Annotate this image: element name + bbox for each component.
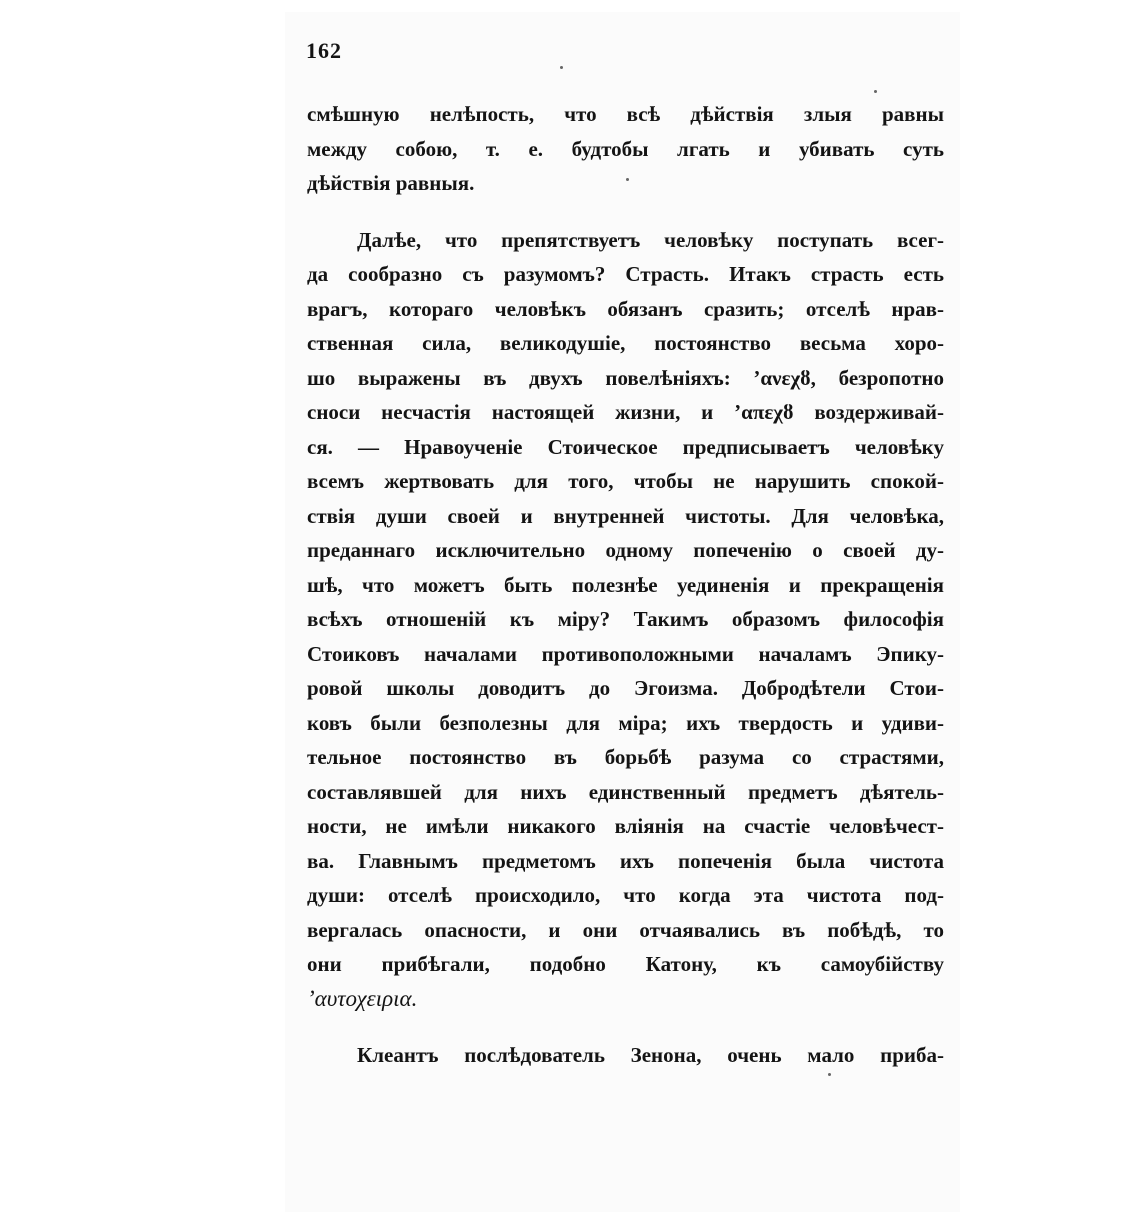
text-line: преданнаго исключительно одному попеченію о своей ду- — [307, 538, 944, 562]
text-line: они прибѣгали, подобно Катону, къ самоубійству — [307, 952, 944, 976]
text-line: ровой школы доводитъ до Эгоизма. Добродѣтели Стои- — [307, 676, 944, 700]
paragraph-1 — [307, 97, 944, 201]
scan-speck — [560, 66, 563, 69]
text-line: смѣшную нелѣпость, что всѣ дѣйствія злыя равны — [307, 102, 944, 126]
text-line: врагъ, котораго человѣкъ обязанъ сразить; отселѣ нрав- — [307, 296, 944, 321]
text-line: всемъ жертвовать для того, чтобы не нарушить спокой- — [307, 469, 944, 493]
text-line: Клеантъ послѣдователь Зенона, очень мало приба- — [357, 1043, 944, 1067]
greek-word-line: ’αυτοχειρια. — [307, 985, 418, 1011]
text-line: шѣ, что можетъ быть полезнѣе уединенія и прекращенія — [307, 572, 944, 597]
paragraph-2 — [307, 223, 944, 1017]
text-line: ствія души своей и внутренней чистоты. Для человѣка, — [307, 503, 944, 528]
paragraph-gap — [307, 201, 944, 223]
text-line: сноси несчастія настоящей жизни, и ’απεχȣ воздерживай- — [307, 400, 944, 424]
text-line: составлявшей для нихъ единственный предметъ дѣятель- — [307, 779, 944, 804]
text-line: ва. Главнымъ предметомъ ихъ попеченія была чистота — [307, 848, 944, 873]
text-line: ственная сила, великодушіе, постоянство весьма хоро- — [307, 331, 944, 355]
body-text — [307, 97, 944, 1073]
scan-speck — [828, 1073, 831, 1076]
text-line: души: отселѣ происходило, что когда эта чистота под- — [307, 883, 944, 907]
text-line: всѣхъ отношеній къ міру? Такимъ образомъ философія — [307, 607, 944, 631]
text-line: ности, не имѣли никакого вліянія на счастіе человѣчест- — [307, 814, 944, 838]
text-line: ся. — Нравоученіе Стоическое предписываетъ человѣку — [307, 434, 944, 459]
scan-speck — [874, 90, 877, 93]
text-line: вергалась опасности, и они отчаявались въ побѣдѣ, то — [307, 917, 944, 942]
text-line: между собою, т. е. будтобы лгать и убивать суть — [307, 136, 944, 161]
text-line: да сообразно съ разумомъ? Страсть. Итакъ страсть есть — [307, 262, 944, 286]
text-line: Далѣе, что препятствуетъ человѣку поступать всег- — [357, 227, 944, 252]
paragraph-gap — [307, 1016, 944, 1038]
paragraph-3 — [307, 1038, 944, 1073]
text-line: Стоиковъ началами противоположными началамъ Эпику- — [307, 641, 944, 666]
text-line: дѣйствія равныя. — [307, 171, 475, 195]
text-line: ковъ были безполезны для міра; ихъ твердость и удиви- — [307, 710, 944, 735]
scan-speck — [626, 178, 629, 181]
text-line: тельное постоянство въ борьбѣ разума со страстями, — [307, 745, 944, 769]
page-number: 162 — [306, 38, 342, 63]
text-line: шо выражены въ двухъ повелѣніяхъ: ’ανεχȣ, безропотно — [307, 365, 944, 390]
